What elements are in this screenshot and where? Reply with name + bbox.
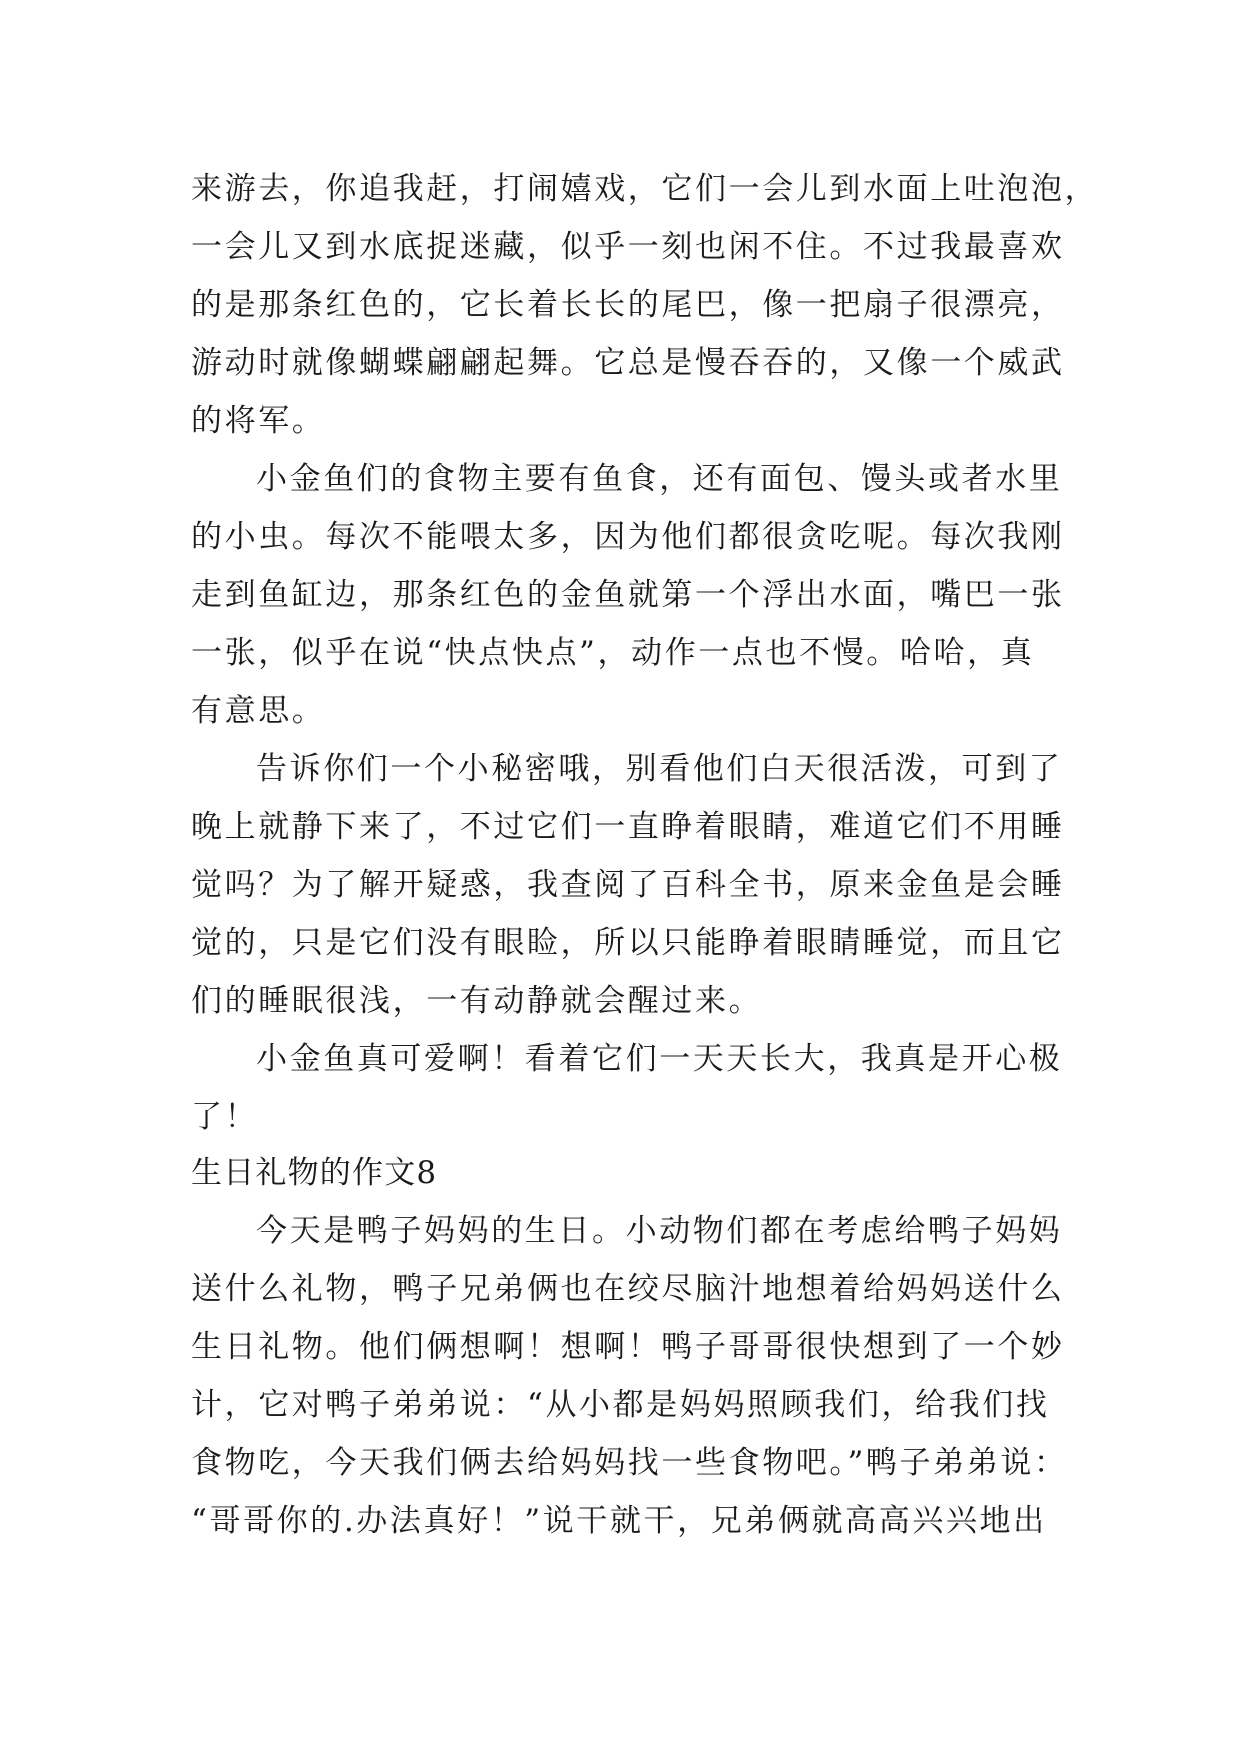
paragraph-line: 有意思。 (191, 693, 326, 729)
paragraph-line: 了！ (191, 1099, 259, 1135)
paragraph-line: 游动时就像蝴蝶翩翩起舞。它总是慢吞吞的，又像一个威武 (191, 345, 1065, 381)
paragraph-line: 觉吗？为了解开疑惑，我查阅了百科全书，原来金鱼是会睡 (191, 867, 1065, 903)
paragraph-line: 觉的，只是它们没有眼睑，所以只能睁着眼睛睡觉，而且它 (191, 925, 1065, 961)
paragraph-line: 食物吃，今天我们俩去给妈妈找一些食物吧。”鸭子弟弟说： (191, 1445, 1068, 1481)
paragraph-line: 来游去，你追我赶，打闹嬉戏，它们一会儿到水面上吐泡泡， (191, 171, 1099, 207)
paragraph-line: 计，它对鸭子弟弟说：“从小都是妈妈照顾我们，给我们找 (191, 1387, 1050, 1423)
paragraph-line: 一张，似乎在说“快点快点”，动作一点也不慢。哈哈，真 (191, 635, 1035, 671)
paragraph-line: 们的睡眠很浅，一有动静就会醒过来。 (191, 983, 763, 1019)
paragraph-line: “哥哥你的.办法真好！”说干就干，兄弟俩就高高兴兴地出 (191, 1503, 1047, 1539)
paragraph-line: 晚上就静下来了，不过它们一直睁着眼睛，难道它们不用睡 (191, 809, 1065, 845)
paragraph-line: 送什么礼物，鸭子兄弟俩也在绞尽脑汁地想着给妈妈送什么 (191, 1271, 1065, 1307)
paragraph-line: 生日礼物。他们俩想啊！想啊！鸭子哥哥很快想到了一个妙 (191, 1329, 1065, 1365)
paragraph-line: 小金鱼们的食物主要有鱼食，还有面包、馒头或者水里 (256, 461, 1063, 497)
paragraph-line: 今天是鸭子妈妈的生日。小动物们都在考虑给鸭子妈妈 (256, 1213, 1063, 1249)
paragraph-line: 告诉你们一个小秘密哦，别看他们白天很活泼，可到了 (256, 751, 1063, 787)
paragraph-line: 的将军。 (191, 403, 326, 439)
paragraph-line: 的小虫。每次不能喂太多，因为他们都很贪吃呢。每次我刚 (191, 519, 1065, 555)
paragraph-line: 小金鱼真可爱啊！看着它们一天天长大，我真是开心极 (256, 1041, 1063, 1077)
paragraph-line: 的是那条红色的，它长着长长的尾巴，像一把扇子很漂亮， (191, 287, 1065, 323)
paragraph-line: 一会儿又到水底捉迷藏，似乎一刻也闲不住。不过我最喜欢 (191, 229, 1065, 265)
section-heading: 生日礼物的作文8 (191, 1155, 438, 1191)
paragraph-line: 走到鱼缸边，那条红色的金鱼就第一个浮出水面，嘴巴一张 (191, 577, 1065, 613)
